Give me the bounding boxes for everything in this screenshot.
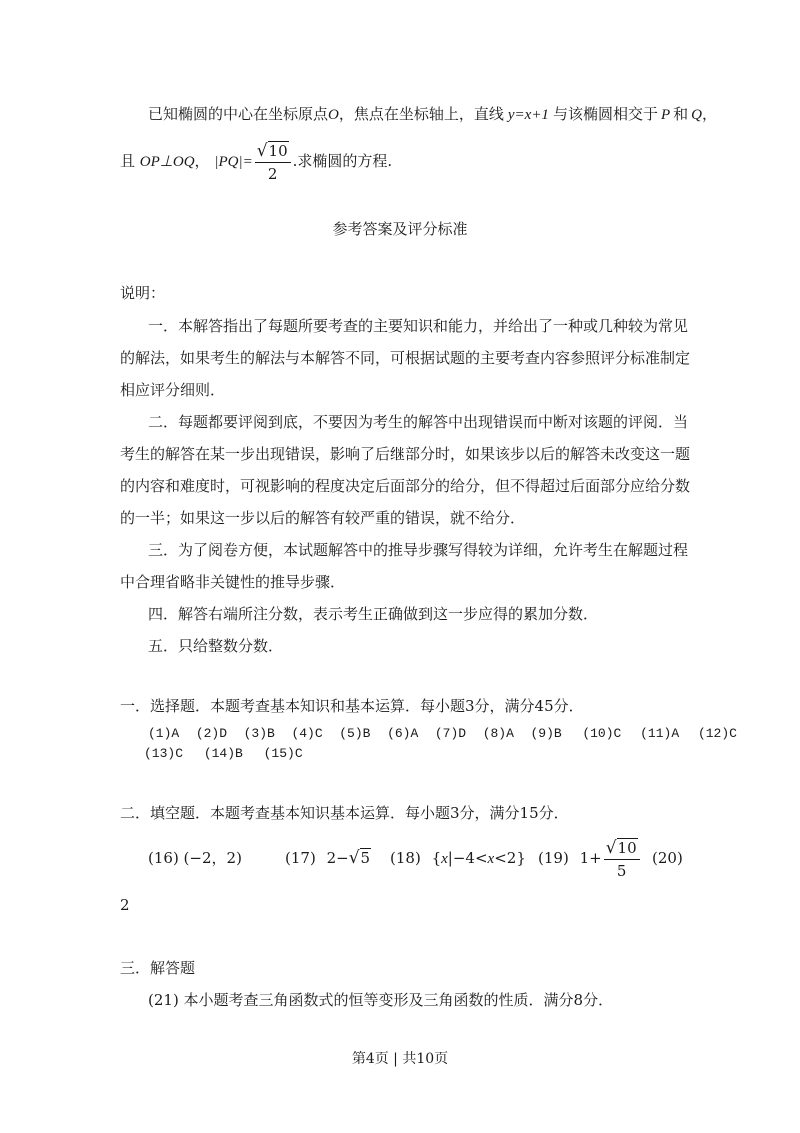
answer-12: (12)C: [697, 726, 737, 741]
answer-14: (14)B: [203, 746, 243, 761]
answer-7: (7)D: [434, 726, 467, 741]
fill-answer-20-label: (20): [652, 849, 683, 867]
explain-p1-l2: 的解法，如果考生的解法与本解答不同，可根据试题的主要考查内容参照评分标准制定: [120, 349, 691, 367]
explain-p2-l2: 考生的解答在某一步出现错误，影响了后继部分时，如果该步以后的解答未改变这一题: [120, 445, 691, 463]
explain-p5: 五．只给整数分数．: [148, 637, 284, 655]
question-21: (21) 本小题考查三角函数式的恒等变形及三角函数的性质．满分8分．: [148, 991, 614, 1009]
problem-line-1: 已知椭圆的中心在坐标原点O，焦点在坐标轴上，直线 y=x+1 与该椭圆相交于 P 和 Q，: [148, 105, 717, 123]
fill-answer-16: (16) (−2，2): [148, 849, 242, 867]
distance-pq: |PQ|=: [214, 154, 253, 170]
fraction-sqrt10-over-5: $\frac{√10}{5}$: [604, 837, 640, 882]
answer-11: (11)A: [640, 726, 680, 741]
explain-p1-l1: 一．本解答指出了每题所要考查的主要知识和能力，并给出了一种或几种较为常见: [148, 317, 689, 335]
section1-answers-row2: [144, 744, 316, 764]
fill-answer-18: (18) {x|−4<x<2}: [390, 849, 526, 867]
page-footer: 第4页 | 共10页: [351, 1051, 449, 1067]
explain-p1-l3: 相应评分细则．: [120, 381, 226, 399]
line-equation: y=x+1: [507, 107, 549, 123]
point-O: O: [328, 107, 339, 123]
section1-answers-row1: [148, 724, 744, 744]
explain-p2-l4: 的一半；如果这一步以后的解答有较严重的错误，就不给分．: [120, 509, 526, 527]
explain-p3-l1: 三．为了阅卷方便，本试题解答中的推导步骤写得较为详细，允许考生在解题过程: [148, 541, 689, 559]
answer-3: (3)B: [243, 726, 275, 741]
answer-2: (2)D: [195, 726, 228, 741]
fraction-sqrt10-over-2: $\frac{√10}{2}$: [255, 140, 291, 185]
explain-p4: 四．解答右端所注分数，表示考生正确做到这一步应得的累加分数．: [148, 605, 599, 623]
explain-label: 说明：: [120, 284, 166, 302]
answer-5: (5)B: [339, 726, 371, 741]
answer-8: (8)A: [482, 726, 514, 741]
explain-p2-l1: 二．每题都要评阅到底，不要因为考生的解答中出现错误而中断对该题的评阅．当: [148, 413, 689, 431]
section1-heading: 一．选择题．本题考查基本知识和基本运算．每小题3分，满分45分．: [120, 697, 584, 715]
answer-6: (6)A: [387, 726, 419, 741]
answer-13: (13)C: [144, 746, 184, 761]
section3-heading: 三．解答题: [120, 959, 196, 977]
answer-9: (9)B: [530, 726, 562, 741]
answer-10: (10)C: [582, 726, 622, 741]
answer-4: (4)C: [291, 726, 323, 741]
fill-answer-20-value: 2: [120, 896, 130, 914]
problem-line-2: 且 OP⊥OQ， |PQ|= $\frac{√10}{2}$ .求椭圆的方程.: [120, 140, 393, 183]
fill-answer-19: (19) 1+ $\frac{√10}{5}$: [538, 836, 642, 882]
explain-p2-l3: 的内容和难度时，可视影响的程度决定后面部分的给分，但不得超过后面部分应给分数: [120, 477, 691, 495]
fill-answer-17: (17) 2−√5: [285, 848, 371, 868]
answer-15: (15)C: [263, 746, 303, 761]
section2-heading: 二．填空题．本题考查基本知识基本运算．每小题3分，满分15分．: [120, 804, 569, 822]
perpendicular-condition: OP⊥OQ: [139, 154, 195, 170]
answer-1: (1)A: [148, 726, 180, 741]
answer-title: 参考答案及评分标准: [332, 220, 468, 238]
explain-p3-l2: 中合理省略非关键性的推导步骤．: [120, 573, 346, 591]
